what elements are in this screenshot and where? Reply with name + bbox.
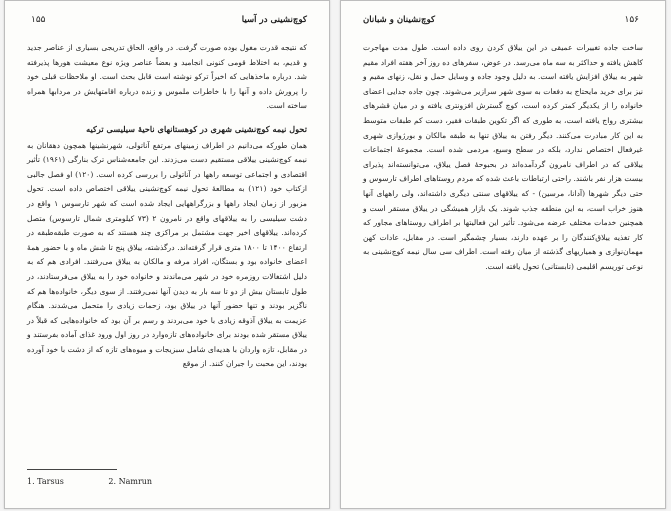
section-title: تحول نیمه کوچ‌نشینی شهری در کوهستانهای ناحیهٔ سیلیسی ترکیه xyxy=(86,123,307,134)
right-page-number: ۱۵۶ xyxy=(624,15,639,25)
left-page-number: ۱۵۵ xyxy=(31,15,46,25)
left-page-body xyxy=(27,41,307,372)
left-paragraph-2: همان طورکه می‌دانیم در اطراف زمینهای مرتفع آناتولی، شهرنشینها همچون دهقانان به نیمه کوچ‌نشینی ییلاقی مستقیم دست می‌زدند. این جامعه‌شناس ترک بنارگی (۱۹۶۱) تأثیر اقتصادی و اجتماعی توسعه راهها در آناتولی را بررسی کرده است. (۱۲۰) او فصل جالبی ازکتاب خود (۱۲۱) به مطالعهٔ تحول نیمه کوچ‌نشینی ییلاقی اختصاص داده است. تحول مزبور از زمان ایجاد راهها و بزرگراههایی ایجاد شده است که شهر تارسوس ۱ واقع در دشت سیلیسی را به ییلاقهای واقع در نامرون ۲ (۷۳ کیلومتری شمال تارسوس) متصل کرده‌اند. ییلاقهای اخیر جهت مشتمل بر مراکزی چند هستند که به صورت طبقه‌طبقه در ارتفاع ۱۴۰۰ تا ۱۸۰۰ متری قرار گرفته‌اند. درگذشته، ییلاق پنج تا شش ماه و با حضور همهٔ اعضای خانواده بود و بستگان، افراد مرفه و مالکان به ییلاق می‌رفتند. افرادی هم که به دلیل اشتغالات روزمره خود در شهر می‌ماندند و خانواده خود را به ییلاق می‌فرستادند، در طول تابستان بیش از دو تا سه بار به دیدن آنها نمی‌رفتند. از سوی دیگر، خانواده‌ها هم که ناگزیر بودند و تنها حضور آنها در ییلاق بود، زحمات زیادی را متحمل می‌شدند. هنگام عزیمت به ییلاق آذوقه زیادی با خود می‌بردند و رسم بر آن بود که خانواده‌هایی که قبلاً در ییلاق مستقر شده بودند برای خانواده‌های تازه‌وارد در روز اول ورود غذای آماده بفرستند و در مقابل، تازه واردان با هدیه‌ای شامل سبزیجات و میوه‌های تازه که از دشت با خود آورده بودند، این محبت را جبران کنند. از موقع xyxy=(27,140,308,369)
footnotes xyxy=(27,477,194,486)
right-paragraph-1: ساخت جاده تغییرات عمیقی در این ییلاق کردن روی داده است. طول مدت مهاجرت کاهش یافته و حداکثر به سه ماه می‌رسد. در عوض، سفرهای ده روز آخر هفته افراد مقیم شهر به ییلاق افزایش یافته است. به دلیل وجود جاده و وسایل حمل و نقل، زنهای مقیم و نیز برای خرید مایحتاج به دفعات به سوی شهر سرازیر می‌شوند. چون جاده جدایی اعضای خانواده را از یکدیگر کمتر کرده است، کوچ گسترش افزونتری یافته و در میان قشرهای بیشتری رواج یافته است، به طوری که اگر تکوین طبقات فقیر، دست کم طبقات متوسط به این کار مبادرت می‌کنند. دیگر رفتن به ییلاق تنها به طبقه مالکان و بورژوازی شهری غیرفعال اختصاص ندارد، بلکه در سطح وسیع، مردمی شده است. مجموعهٔ اجتماعات ییلاقی که در اطراف نامرون گردآمده‌اند در بحبوحهٔ فصل ییلاق، می‌توانسته‌اند پذیرای بیست هزار نفر باشند. راحتی ارتباطات باعث شده که مردم روستاهای اطراف تارسوس و حتی دیگر شهرها (آدانا، مرسین) - که ییلاقهای سنتی دیگری داشته‌اند، ولی راههای آنها هنوز خراب است، به این منطقه جذب شوند. یک بازار همیشگی در ییلاق مستقر است و همچنین خدمات مختلف عرضه می‌شود. تأثیر این فعالیتها بر اطراف روستاهای مجاور که کار تغذیه ییلاق‌کنندگان را بر عهده دارند، بسیار چشمگیر است. در مقابل، عادات کهن مهمان‌نوازی و همیاریهای گذشته از میان رفته است. اطراف سی سال نیمه کوچ‌نشینی به نوعی توریسم اقلیمی (تابستانی) تحول یافته است. xyxy=(363,43,643,271)
footnote-divider xyxy=(27,469,117,470)
left-header-title: کوچ‌نشینی در آسیا xyxy=(241,15,307,25)
right-page-body xyxy=(363,41,643,275)
footnote-1: 1. Tarsus xyxy=(27,477,64,486)
right-page-header xyxy=(363,15,643,29)
left-page xyxy=(4,0,330,509)
left-paragraph-1: که نتیجه قدرت مغول بوده صورت گرفت. در واقع، الحاق تدریجی بسیاری از عناصر جدید و قدیم، به اختلاط قومی کنونی انجامید و بعضاً عناصر ویژه نوع معیشت هورها پذیرفته شد. درباره ماخذهایی که اخیراً ترکو نوشته است قابل بحث است. او ملاحظات قبلی خود را پرورش داده و آنها را با خاطرات ملموس و زنده درباره اقامتهایش در مردابها همراه ساخته است. xyxy=(27,43,307,111)
left-page-header xyxy=(27,15,307,29)
footnote-2: 2. Namrun xyxy=(108,477,153,486)
right-header-title: کوچ‌نشینان و شبانان xyxy=(363,15,436,25)
right-page xyxy=(340,0,666,509)
